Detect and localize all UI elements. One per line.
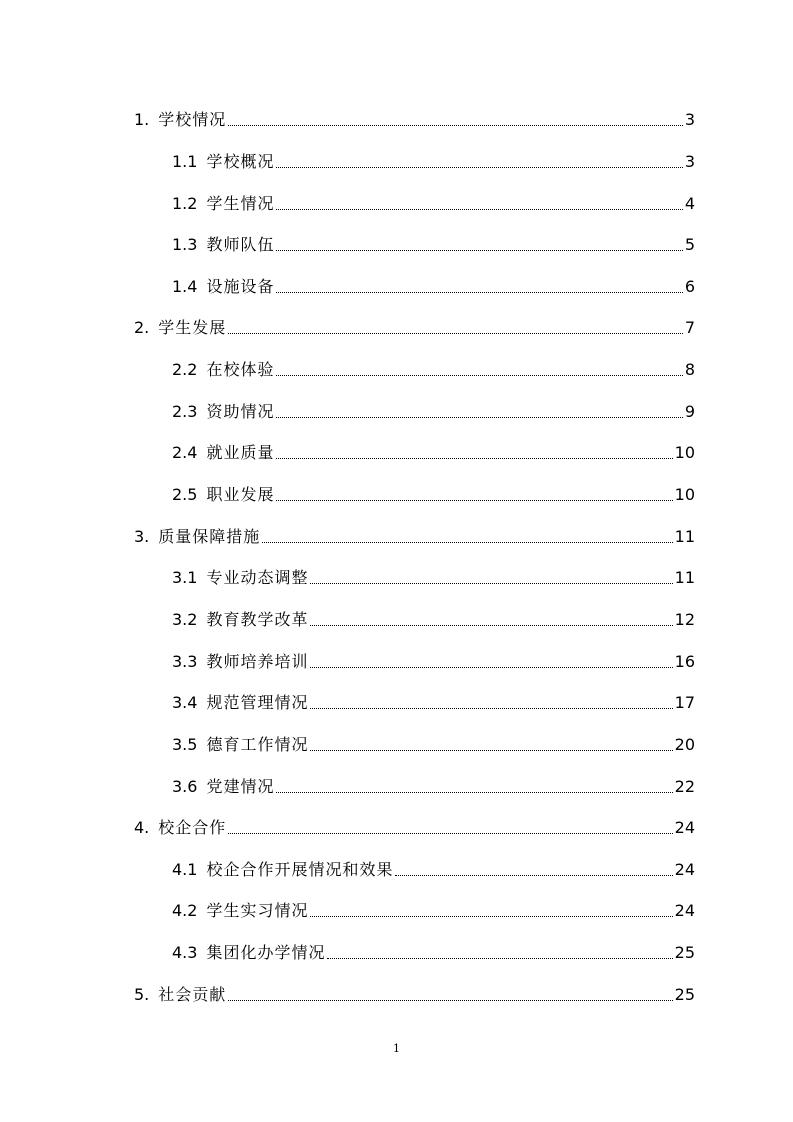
toc-dot-leader [276, 292, 682, 293]
toc-entry-title: 就业质量 [206, 443, 275, 462]
toc-entry-page: 16 [674, 652, 695, 671]
toc-dot-leader [327, 958, 672, 959]
toc-entry[interactable] [172, 729, 695, 755]
toc-entry-page: 24 [674, 818, 695, 837]
toc-entry-page: 5 [684, 235, 695, 254]
page-number: 1 [393, 1042, 400, 1055]
toc-entry-number: 3.1 [172, 568, 198, 587]
toc-entry-page: 12 [674, 610, 695, 629]
toc-dot-leader [310, 708, 672, 709]
toc-entry-page: 17 [674, 693, 695, 712]
toc-entry-number: 2. [134, 318, 150, 337]
toc-entry-title: 学生发展 [158, 318, 227, 337]
toc-entry-number: 3.3 [172, 652, 198, 671]
toc-dot-leader [310, 583, 672, 584]
toc-entry-title: 设施设备 [206, 277, 275, 296]
toc-dot-leader [228, 125, 683, 126]
toc-entry[interactable] [172, 562, 695, 588]
toc-entry-page: 22 [674, 777, 695, 796]
toc-entry-number: 3.2 [172, 610, 198, 629]
toc-entry[interactable] [134, 979, 695, 1005]
toc-entry[interactable] [134, 812, 695, 838]
toc-entry[interactable] [172, 146, 695, 172]
toc-entry-title: 教师培养培训 [206, 652, 309, 671]
toc-entry[interactable] [172, 479, 695, 505]
toc-entry[interactable] [134, 104, 695, 130]
toc-entry-title: 校企合作 [158, 818, 227, 837]
toc-entry-number: 3. [134, 527, 150, 546]
toc-entry[interactable] [172, 396, 695, 422]
toc-entry[interactable] [134, 521, 695, 547]
toc-entry-page: 10 [674, 443, 695, 462]
toc-entry-title: 社会贡献 [158, 985, 227, 1004]
toc-entry-number: 2.2 [172, 360, 198, 379]
toc-entry-number: 2.5 [172, 485, 198, 504]
toc-entry-page: 11 [674, 568, 695, 587]
toc-dot-leader [276, 458, 672, 459]
toc-entry[interactable] [172, 437, 695, 463]
toc-entry-page: 20 [674, 735, 695, 754]
toc-entry-title: 资助情况 [206, 402, 275, 421]
toc-entry[interactable] [172, 188, 695, 214]
toc-dot-leader [310, 916, 672, 917]
toc-entry-number: 4.1 [172, 860, 198, 879]
toc-entry-title: 在校体验 [206, 360, 275, 379]
toc-entry-number: 2.3 [172, 402, 198, 421]
toc-dot-leader [310, 667, 672, 668]
toc-entry-title: 教师队伍 [206, 235, 275, 254]
toc-entry-title: 学生情况 [206, 194, 275, 213]
toc-dot-leader [276, 375, 682, 376]
toc-dot-leader [276, 792, 672, 793]
toc-entry[interactable] [172, 687, 695, 713]
toc-entry-number: 1.3 [172, 235, 198, 254]
toc-entry-number: 3.4 [172, 693, 198, 712]
toc-entry-title: 学校情况 [158, 110, 227, 129]
toc-dot-leader [262, 542, 672, 543]
toc-dot-leader [276, 417, 682, 418]
toc-entry[interactable] [172, 771, 695, 797]
toc-entry[interactable] [172, 895, 695, 921]
toc-entry-page: 25 [674, 943, 695, 962]
toc-dot-leader [228, 1000, 672, 1001]
toc-dot-leader [310, 625, 672, 626]
toc-dot-leader [276, 250, 682, 251]
toc-entry-title: 专业动态调整 [206, 568, 309, 587]
toc-entry-page: 24 [674, 901, 695, 920]
toc-entry[interactable] [172, 937, 695, 963]
toc-dot-leader [395, 875, 672, 876]
toc-dot-leader [310, 750, 672, 751]
toc-entry-number: 1.4 [172, 277, 198, 296]
toc-entry-title: 学校概况 [206, 152, 275, 171]
toc-dot-leader [276, 209, 682, 210]
toc-entry-number: 1.1 [172, 152, 198, 171]
toc-entry-number: 5. [134, 985, 150, 1004]
toc-entry[interactable] [172, 604, 695, 630]
toc-entry-number: 4.3 [172, 943, 198, 962]
toc-entry-title: 质量保障措施 [158, 527, 261, 546]
toc-entry-page: 6 [684, 277, 695, 296]
toc-dot-leader [276, 167, 682, 168]
toc-entry-title: 集团化办学情况 [206, 943, 326, 962]
toc-entry-title: 党建情况 [206, 777, 275, 796]
toc-entry[interactable] [172, 229, 695, 255]
toc-entry[interactable] [172, 271, 695, 297]
toc-dot-leader [276, 500, 672, 501]
toc-entry[interactable] [172, 354, 695, 380]
toc-entry-page: 10 [674, 485, 695, 504]
toc-dot-leader [228, 333, 683, 334]
toc-entry-page: 9 [684, 402, 695, 421]
toc-entry[interactable] [172, 854, 695, 880]
toc-entry-page: 3 [684, 110, 695, 129]
toc-entry-title: 学生实习情况 [206, 901, 309, 920]
toc-dot-leader [228, 833, 672, 834]
toc-entry-number: 3.6 [172, 777, 198, 796]
toc-entry-title: 职业发展 [206, 485, 275, 504]
toc-entry-page: 25 [674, 985, 695, 1004]
toc-entry-page: 7 [684, 318, 695, 337]
toc-entry-page: 4 [684, 194, 695, 213]
toc-entry-title: 校企合作开展情况和效果 [206, 860, 394, 879]
toc-entry-title: 德育工作情况 [206, 735, 309, 754]
toc-entry-number: 4. [134, 818, 150, 837]
toc-entry-page: 3 [684, 152, 695, 171]
toc-entry-number: 1.2 [172, 194, 198, 213]
toc-entry-page: 11 [674, 527, 695, 546]
toc-entry-title: 规范管理情况 [206, 693, 309, 712]
toc-entry-number: 2.4 [172, 443, 198, 462]
toc-entry-page: 8 [684, 360, 695, 379]
toc-entry[interactable] [172, 646, 695, 672]
toc-entry-title: 教育教学改革 [206, 610, 309, 629]
toc-entry-number: 4.2 [172, 901, 198, 920]
toc-entry-number: 3.5 [172, 735, 198, 754]
toc-entry[interactable] [134, 312, 695, 338]
toc-entry-page: 24 [674, 860, 695, 879]
toc-entry-number: 1. [134, 110, 150, 129]
